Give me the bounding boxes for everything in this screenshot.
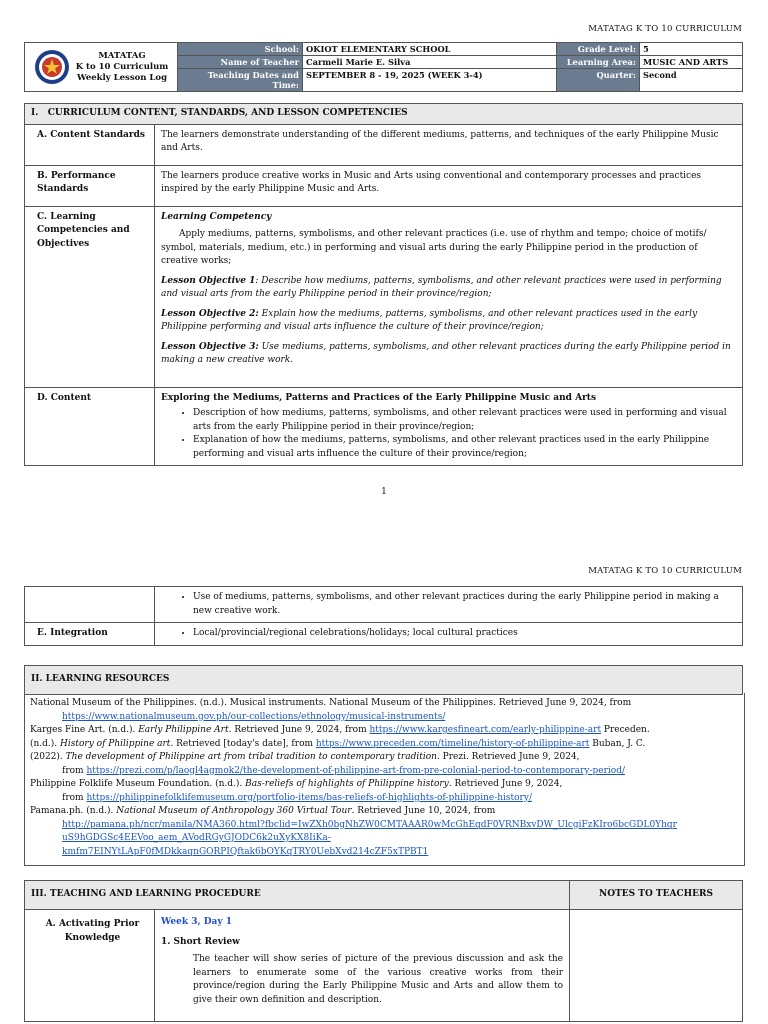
section-3-heading: III. TEACHING AND LEARNING PROCEDURE <box>25 881 570 910</box>
resource-2-title: Early Philippine Art <box>138 725 229 735</box>
resource-6-link-end[interactable]: kmfm7EINYtLApF0fMDkkaqnGORPIQftak6bOYKqTRY0UebXvd214cZF5xTPBT1 <box>62 846 429 857</box>
performance-standards-label: B. Performance Standards <box>25 165 155 206</box>
objective-2 <box>161 308 736 335</box>
integration-list <box>161 627 736 641</box>
resource-2-a: Karges Fine Art. (n.d.). <box>30 725 139 735</box>
content-continued-table <box>24 586 743 646</box>
resource-4-from: from <box>62 765 87 776</box>
objective-1-text: : Describe how mediums, patterns, symbolisms, and other relevant practices were used in performing and visual arts from the early Philippine period in their province/region; <box>161 275 722 299</box>
resource-1 <box>30 697 742 711</box>
resource-6-link[interactable]: http://pamana.ph/ncr/manila/NMA360.html?fbclid=IwZXh0bgNhZW0CMTAAAR0wMcGhEqdF0VRNBxvDW_UlcgiFzKIro6bcGDL0Yhqr <box>62 819 677 830</box>
logo-line-1: MATATAG <box>98 50 146 61</box>
resources-list <box>30 697 742 859</box>
procedure-table <box>24 880 743 1022</box>
list-item: • Use of mediums, patterns, symbolisms, and other relevant practices during the early Philippine period in making a new creative work. <box>193 591 736 618</box>
quarter-label: Quarter: <box>557 69 640 92</box>
resource-3-b: . Retrieved [today's date], from <box>170 738 316 749</box>
grade-label: Grade Level: <box>557 43 640 56</box>
notes-cell <box>570 910 743 1022</box>
activating-label: A. Activating Prior Knowledge <box>25 910 155 1022</box>
logo-line-3: Weekly Lesson Log <box>76 72 168 83</box>
logo-cell <box>25 43 178 92</box>
blank-label-cell <box>25 587 155 623</box>
list-item: • Local/provincial/regional celebrations/holidays; local cultural practices <box>193 627 736 641</box>
resource-4-link-line <box>30 765 742 779</box>
info-table <box>24 42 743 92</box>
content-cell <box>155 387 743 466</box>
list-item: • Explanation of how the mediums, patterns, symbolisms, and other relevant practices used in the early Philippine performing and visual arts influence the culture of their province/region; <box>193 434 736 461</box>
objective-3-label: Lesson Objective 3: <box>161 341 259 352</box>
resource-1-link[interactable]: https://www.nationalmuseum.gov.ph/our-collections/ethnology/musical-instruments/ <box>62 711 446 722</box>
notes-heading: NOTES TO TEACHERS <box>570 881 743 910</box>
area-label: Learning Area: <box>557 56 640 69</box>
resource-2-link[interactable]: https://www.kargesfineart.com/early-philippine-art <box>369 725 602 735</box>
resource-6-title: National Museum of Anthropology 360 Virtual Tour <box>116 806 352 816</box>
content-label: D. Content <box>25 387 155 466</box>
curriculum-section <box>24 103 743 466</box>
resource-6-link-cont[interactable]: uS9hGDGSc4EEVoo_aem_AVodRGyGJODC6k2uXyKX8IiKa- <box>62 833 331 843</box>
section-1-heading <box>25 104 743 125</box>
curriculum-header-2: MATATAG K TO 10 CURRICULUM <box>588 566 742 576</box>
resource-4-b: . Prezi. Retrieved June 9, 2024, <box>436 752 580 762</box>
resource-5 <box>30 778 742 792</box>
objective-3 <box>161 341 736 368</box>
resource-6-link-line-3 <box>30 846 742 860</box>
school-label: School: <box>178 43 303 56</box>
resource-3 <box>30 738 742 752</box>
resource-6-b: . Retrieved June 10, 2024, from <box>351 806 496 816</box>
competency-title: Learning Competency <box>161 211 272 222</box>
content-standards-text: The learners demonstrate understanding of the different mediums, patterns, and techniques of the early Philippine Music and Arts. <box>155 124 743 165</box>
teacher-label: Name of Teacher <box>178 56 303 69</box>
resources-heading-table <box>24 665 743 695</box>
competencies-label: C. Learning Competencies and Objectives <box>25 206 155 387</box>
content-list <box>161 407 736 461</box>
resource-3-c: Buban, J. C. <box>589 738 646 749</box>
resource-6-link-line-1 <box>30 819 742 833</box>
performance-standards-text: The learners produce creative works in Music and Arts using conventional and contemporary processes and practices inspired by the early Philippine Music and Arts. <box>155 165 743 206</box>
resource-5-title: Bas-reliefs of highlights of Philippine history <box>245 779 449 789</box>
section-1-title: CURRICULUM CONTENT, STANDARDS, AND LESSON COMPETENCIES <box>47 108 408 118</box>
step-text: The teacher will show series of picture of the previous discussion and ask the learners to enumerate some of the various creative works from their province/region during the Early Philippine Music and Arts and allow them to give their own definition and description. <box>193 954 563 1005</box>
resource-2-c: Preceden. <box>601 725 650 735</box>
resource-5-a: Philippine Folklife Museum Foundation. (n.d.). <box>30 779 246 789</box>
objective-1-label: Lesson Objective 1 <box>161 275 256 286</box>
competencies-cell <box>155 206 743 387</box>
objective-3-text: Use mediums, patterns, symbolisms, and other relevant practices during the early Philippine period in making a new creative work. <box>161 341 731 365</box>
resource-2-b: . Retrieved June 9, 2024, from <box>228 725 370 735</box>
content-list-2 <box>161 591 736 618</box>
content-title: Exploring the Mediums, Patterns and Practices of the Early Philippine Music and Arts <box>161 392 597 403</box>
content-continued-cell <box>155 587 743 623</box>
resource-5-link[interactable]: https://philippinefolklifemuseum.org/portfolio-items/bas-reliefs-of-highlights-of-philippine-history/ <box>86 792 532 803</box>
integration-label: E. Integration <box>25 623 155 646</box>
resource-3-title: History of Philippine art <box>60 738 171 749</box>
curriculum-header: MATATAG K TO 10 CURRICULUM <box>588 24 742 34</box>
day-label: Week 3, Day 1 <box>161 917 232 927</box>
resource-6 <box>30 805 742 819</box>
resource-5-link-line <box>30 792 742 806</box>
resource-3-a: (n.d.). <box>30 738 61 749</box>
activating-cell <box>155 910 570 1022</box>
resource-5-from: from <box>62 792 87 803</box>
section-1-number: I. <box>31 108 39 118</box>
resource-4 <box>30 751 742 765</box>
list-item: • Description of how mediums, patterns, symbolisms, and other relevant practices were used in performing and visual arts from the early Philippine period in their province/region; <box>193 407 736 434</box>
dates-label: Teaching Dates and Time: <box>178 69 303 92</box>
deped-seal-icon <box>34 49 70 85</box>
resource-5-b: . Retrieved June 9, 2024, <box>448 779 563 789</box>
teacher-value: Carmeli Marie E. Silva <box>303 56 557 69</box>
resource-1-text: National Museum of the Philippines. (n.d.). Musical instruments. National Museum of the Philippines. Retrieved June 9, 2024, from <box>30 698 632 708</box>
resource-2 <box>30 724 742 738</box>
integration-cell <box>155 623 743 646</box>
objective-1 <box>161 275 736 302</box>
content-standards-label: A. Content Standards <box>25 124 155 165</box>
area-value: MUSIC AND ARTS <box>640 56 743 69</box>
dates-value: SEPTEMBER 8 - 19, 2025 (WEEK 3-4) <box>303 69 557 92</box>
competency-text: Apply mediums, patterns, symbolisms, and other relevant practices (i.e. use of rhythm and tempo; choice of motifs/ symbol, materials, medium, etc.) in performing and visual arts during the early Philippine period in the production of creative works; <box>161 229 707 266</box>
section-2-heading: II. LEARNING RESOURCES <box>25 666 743 695</box>
resource-3-link[interactable]: https://www.preceden.com/timeline/history-of-philippine-art <box>315 738 590 749</box>
quarter-value: Second <box>640 69 743 92</box>
objective-2-text: Explain how the mediums, patterns, symbolisms, and other relevant practices used in the early Philippine performing and visual arts influence the culture of their province/region; <box>161 308 698 332</box>
resource-6-link-line-2 <box>30 832 742 846</box>
resource-6-a: Pamana.ph. (n.d.). <box>30 806 117 816</box>
logo-line-2: K to 10 Curriculum <box>75 61 169 72</box>
resource-4-link[interactable]: https://prezi.com/p/laogl4agmok2/the-development-of-philippine-art-from-pre-colonial-period-to-contemporary-period/ <box>86 765 625 776</box>
resource-1-link-line <box>30 711 742 725</box>
page-number: 1 <box>381 487 387 497</box>
grade-value: 5 <box>640 43 743 56</box>
resource-4-title: The development of Philippine art from tribal tradition to contemporary tradition <box>65 752 437 762</box>
resource-4-a: (2022). <box>30 752 66 762</box>
school-value: OKIOT ELEMENTARY SCHOOL <box>303 43 557 56</box>
step-title: 1. Short Review <box>161 936 240 947</box>
objective-2-label: Lesson Objective 2: <box>161 308 259 319</box>
